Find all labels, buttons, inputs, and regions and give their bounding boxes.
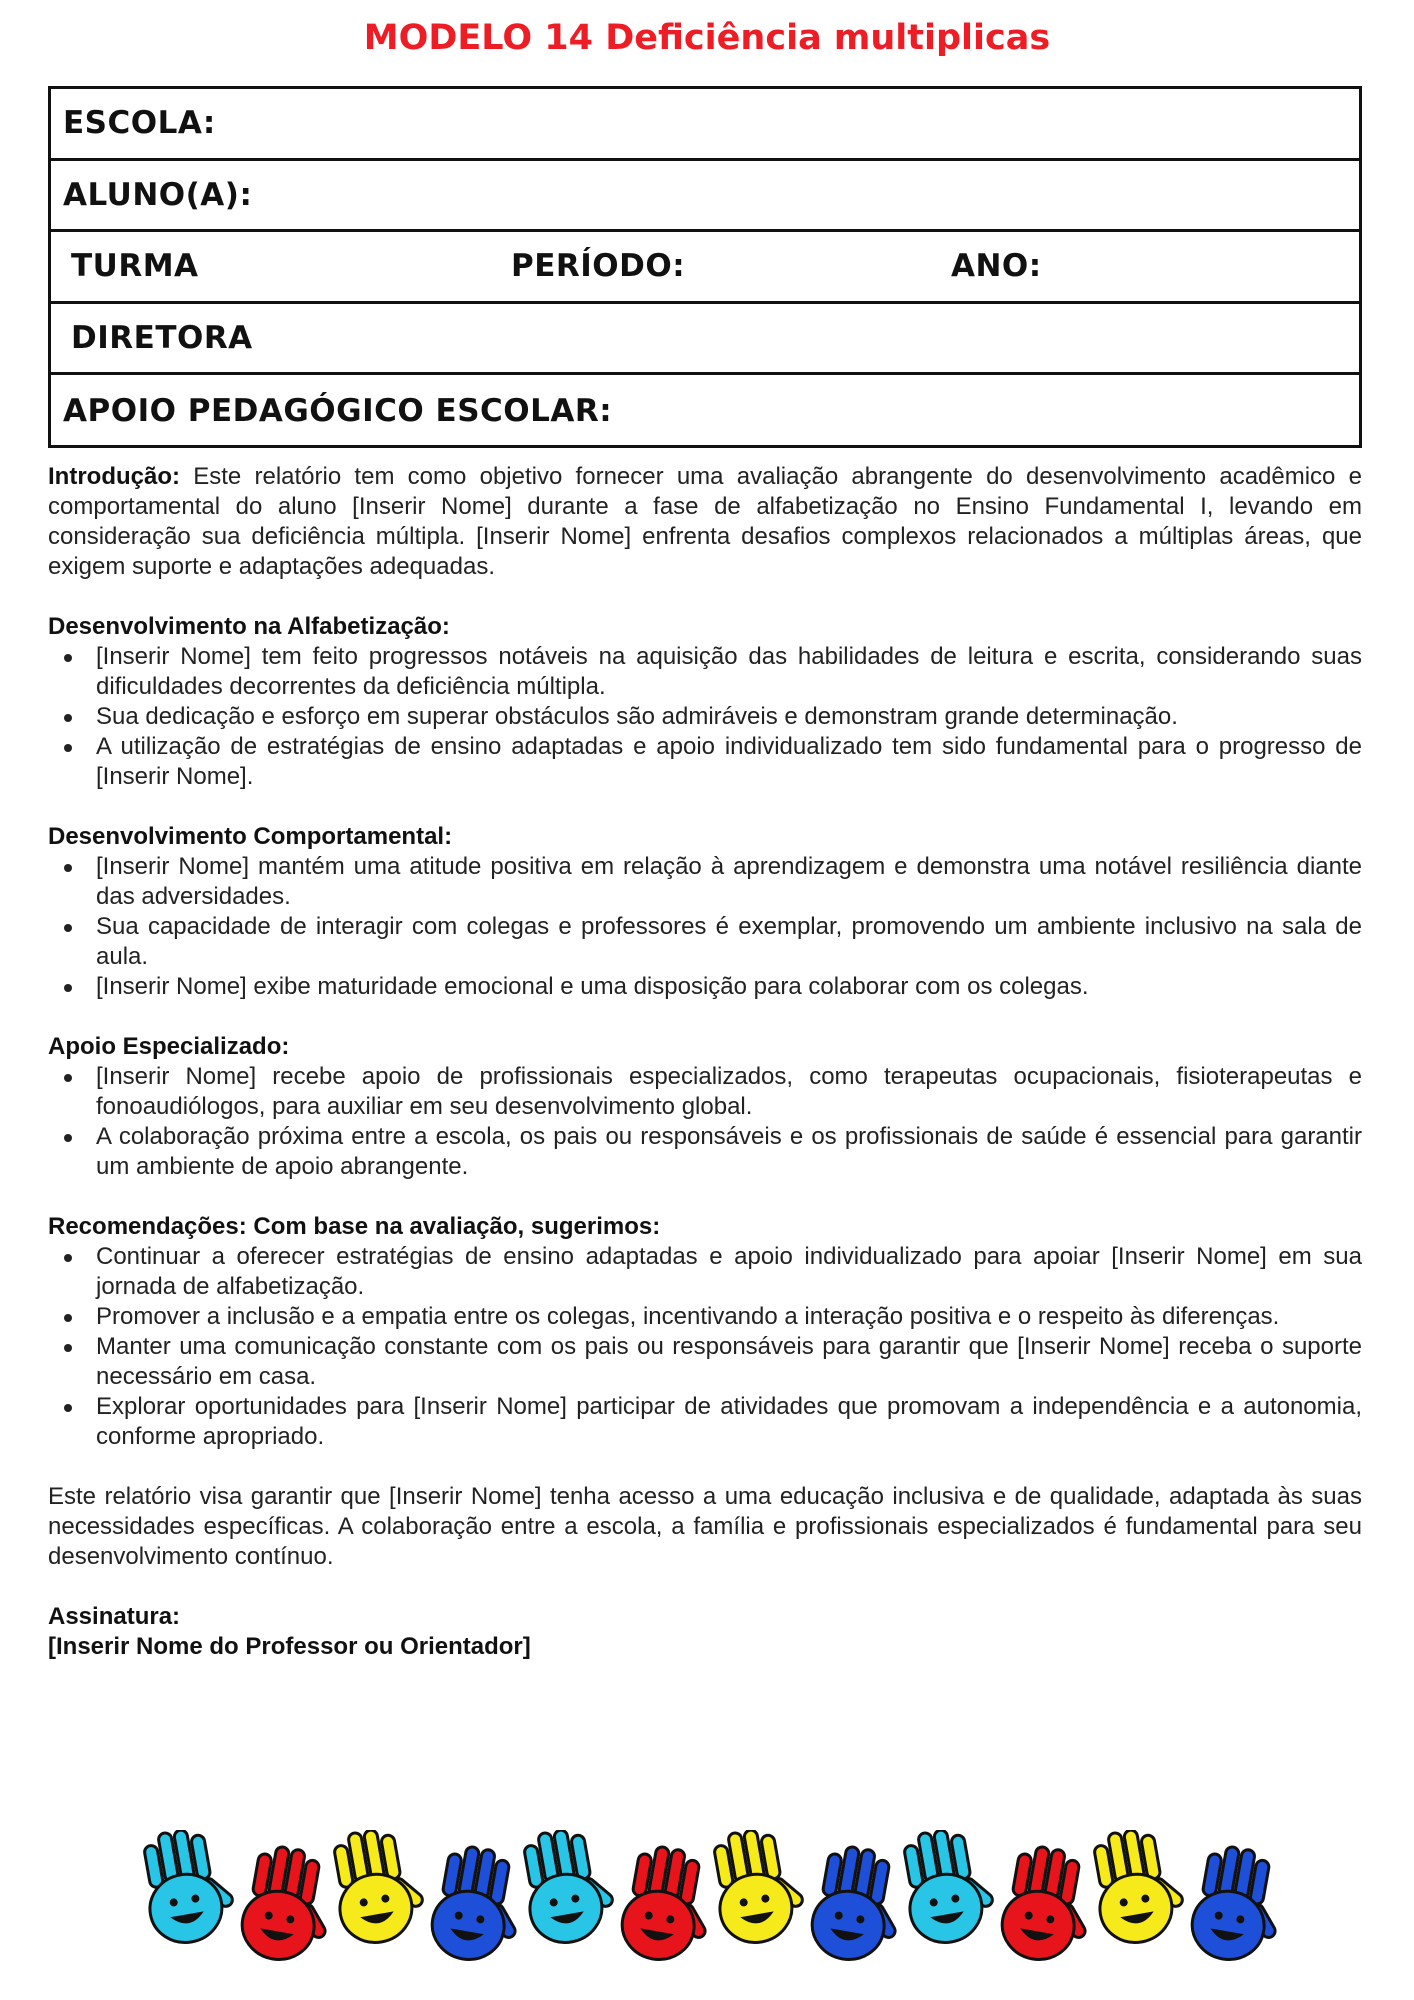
hand-icon <box>327 1830 431 1948</box>
hands-border <box>140 1830 1280 1970</box>
section-apoio <box>48 1032 1362 1182</box>
hand-icon <box>997 1842 1101 1967</box>
intro-paragraph <box>48 462 1362 582</box>
row-apoio <box>51 375 1359 447</box>
list-item: Manter uma comunicação constante com os pais ou responsáveis para garantir que [Inserir Nome] receba o suporte necessário em casa. <box>48 1332 1362 1392</box>
conclusion-paragraph: Este relatório visa garantir que [Inserir Nome] tenha acesso a uma educação inclusiva e de qualidade, adaptada às suas necessidades específicas. A colaboração entre a escola, a família e profissionais especializados é fundamental para seu desenvolvimento contínuo. <box>48 1483 1362 1570</box>
label-aluno: ALUNO(A): <box>63 176 253 213</box>
list-item: Sua dedicação e esforço em superar obstáculos são admiráveis e demonstram grande determinação. <box>48 702 1362 732</box>
intro-text: Este relatório tem como objetivo fornecer uma avaliação abrangente do desenvolvimento acadêmico e comportamental do aluno [Inserir Nome] durante a fase de alfabetização no Ensino Fundamental I, levando em consideração sua deficiência múltipla. [Inserir Nome] enfrenta desafios complexos relacionados a múltiplas áreas, que exigem suporte e adaptações adequadas. <box>48 463 1362 580</box>
label-ano: ANO: <box>951 248 1042 285</box>
signature-block <box>48 1602 1362 1662</box>
report-body <box>48 462 1362 1662</box>
student-info-table <box>48 86 1362 448</box>
hand-icon <box>897 1830 1001 1948</box>
section-heading: Recomendações: Com base na avaliação, sugerimos: <box>48 1213 661 1240</box>
list-item: Promover a inclusão e a empatia entre os colegas, incentivando a interação positiva e o respeito às diferenças. <box>48 1302 1362 1332</box>
row-aluno <box>51 161 1359 233</box>
section-heading: Desenvolvimento na Alfabetização: <box>48 613 450 640</box>
label-turma: TURMA <box>71 248 199 285</box>
hand-icon <box>1187 1842 1280 1967</box>
list-item: A utilização de estratégias de ensino adaptadas e apoio individualizado tem sido fundamental para o progresso de [Inserir Nome]. <box>48 732 1362 792</box>
row-escola <box>51 89 1359 161</box>
hand-icon <box>1087 1830 1191 1948</box>
label-apoio: APOIO PEDAGÓGICO ESCOLAR: <box>63 392 613 429</box>
list-item: A colaboração próxima entre a escola, os pais ou responsáveis e os profissionais de saúde é essencial para garantir um ambiente de apoio abrangente. <box>48 1122 1362 1182</box>
section-alfabetizacao <box>48 612 1362 792</box>
hand-icon <box>617 1842 721 1967</box>
list-item: [Inserir Nome] tem feito progressos notáveis na aquisição das habilidades de leitura e escrita, considerando suas dificuldades decorrentes da deficiência múltipla. <box>48 642 1362 702</box>
list-item: [Inserir Nome] exibe maturidade emocional e uma disposição para colaborar com os colegas. <box>48 972 1362 1002</box>
intro-label: Introdução: <box>48 463 180 490</box>
bullet-list <box>48 642 1362 792</box>
signature-name: [Inserir Nome do Professor ou Orientador] <box>48 1633 531 1660</box>
bullet-list <box>48 852 1362 1002</box>
section-heading: Desenvolvimento Comportamental: <box>48 823 453 850</box>
list-item: Explorar oportunidades para [Inserir Nome] participar de atividades que promovam a independência e a autonomia, conforme apropriado. <box>48 1392 1362 1452</box>
bullet-list <box>48 1062 1362 1182</box>
hand-icon <box>140 1830 241 1948</box>
document-title: MODELO 14 Deficiência multiplicas <box>363 18 1051 58</box>
row-diretora <box>51 304 1359 376</box>
section-heading: Apoio Especializado: <box>48 1033 290 1060</box>
hand-icon <box>517 1830 621 1948</box>
hand-icon <box>237 1842 341 1967</box>
row-turma <box>51 232 1359 304</box>
list-item: [Inserir Nome] recebe apoio de profissionais especializados, como terapeutas ocupacionais, fisioterapeutas e fonoaudiólogos, para auxiliar em seu desenvolvimento global. <box>48 1062 1362 1122</box>
signature-label: Assinatura: <box>48 1603 181 1630</box>
hand-icon <box>807 1842 911 1967</box>
label-escola: ESCOLA: <box>63 105 216 142</box>
bullet-list <box>48 1242 1362 1452</box>
list-item: [Inserir Nome] mantém uma atitude positiva em relação à aprendizagem e demonstra uma notável resiliência diante das adversidades. <box>48 852 1362 912</box>
section-comportamental <box>48 822 1362 1002</box>
label-diretora: DIRETORA <box>71 319 253 356</box>
list-item: Sua capacidade de interagir com colegas e professores é exemplar, promovendo um ambiente inclusivo na sala de aula. <box>48 912 1362 972</box>
hand-icon <box>427 1842 531 1967</box>
label-periodo: PERÍODO: <box>511 248 686 285</box>
hand-icon <box>707 1830 811 1948</box>
section-recomendacoes <box>48 1212 1362 1452</box>
list-item: Continuar a oferecer estratégias de ensino adaptadas e apoio individualizado para apoiar [Inserir Nome] em sua jornada de alfabetização. <box>48 1242 1362 1302</box>
